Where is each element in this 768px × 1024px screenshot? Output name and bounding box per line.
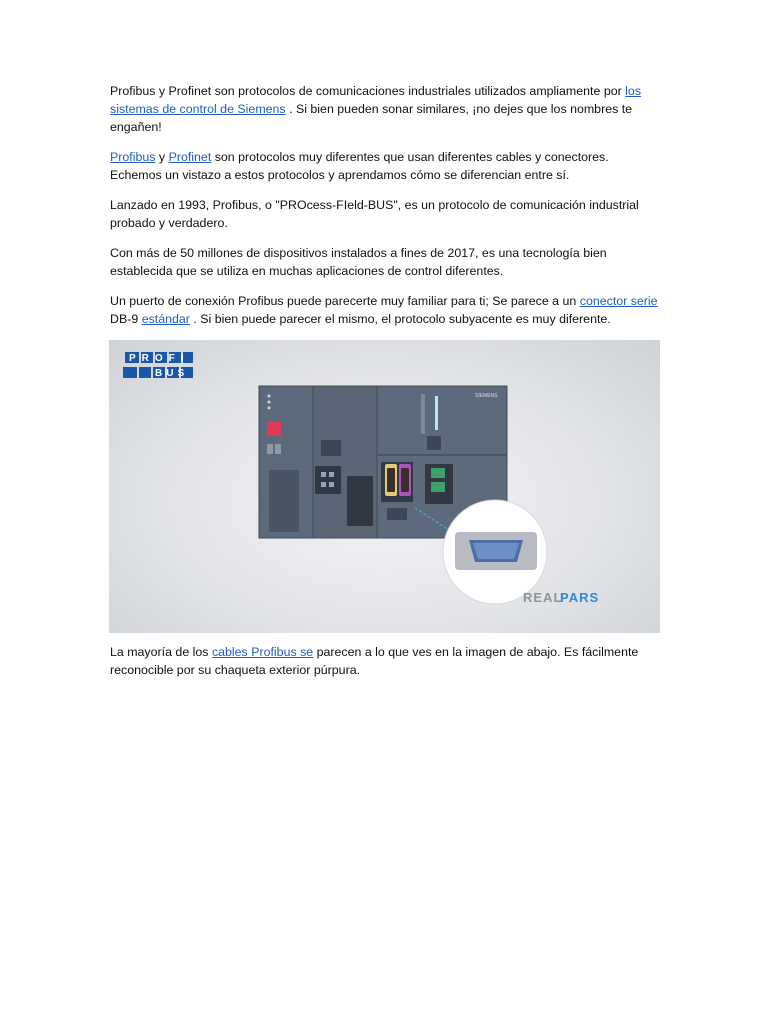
paragraph-intro [110,82,660,136]
paragraph-text: Profibus y Profinet son protocolos de comunicaciones industriales utilizados ampliamente por [110,84,626,98]
plc-power-module [259,386,313,538]
plc-brand-label: SIEMENS [475,393,498,399]
realpars-watermark-b: PARS [560,590,600,605]
plc-illustration [109,340,660,633]
paragraph-launch: Lanzado en 1993, Profibus, o "PROcess-FIeld-BUS", es un protocolo de comunicación industrial probado y verdadero. [110,198,639,230]
paragraph-text: Un puerto de conexión Profibus puede parecerte muy familiar para ti; Se parece a un [110,294,580,308]
link-standard[interactable]: estándar [141,312,190,326]
link-siemens-control-systems[interactable]: los sistemas de control de Siemens [110,84,642,116]
paragraph-protocols [110,148,660,184]
plc-io-module [313,386,377,538]
profibus-plc-image [109,340,660,633]
paragraph-text: son protocolos muy diferentes que usan diferentes cables y conectores. Echemos un vistazo a estos protocolos y aprendamos cómo se diferencian entre sí. [110,150,609,182]
link-profibus[interactable]: Profibus [110,150,156,164]
link-profinet[interactable]: Profinet [168,150,212,164]
paragraph-text: La mayoría de los [110,645,212,659]
paragraph-text: . Si bien pueden sonar similares, ¡no dejes que los nombres te engañen! [110,102,633,134]
logo-text-profi: PROFI [129,353,190,364]
paragraph-cables [110,643,660,679]
article-body [110,82,660,691]
logo-text-bus: BUS [155,368,189,379]
realpars-watermark-a: REAL [523,590,563,605]
link-serial-connector[interactable]: conector serie [579,294,658,308]
paragraph-text: y [155,150,169,164]
paragraph-text: parecen a lo que ves en la imagen de abajo. Es fácilmente reconocible por su chaqueta exterior púrpura. [110,645,639,677]
profibus-logo [123,352,193,379]
link-profibus-cables[interactable]: cables Profibus se [211,645,314,659]
paragraph-text: . Si bien puede parecer el mismo, el protocolo subyacente es muy diferente. [189,312,611,326]
db9-connector-zoom [443,500,547,604]
paragraph-text: DB-9 [110,312,142,326]
paragraph-connector [110,292,660,328]
paragraph-installed: Con más de 50 millones de dispositivos instalados a fines de 2017, es una tecnología bien establecida que se utiliza en muchas aplicaciones de control diferentes. [110,246,607,278]
